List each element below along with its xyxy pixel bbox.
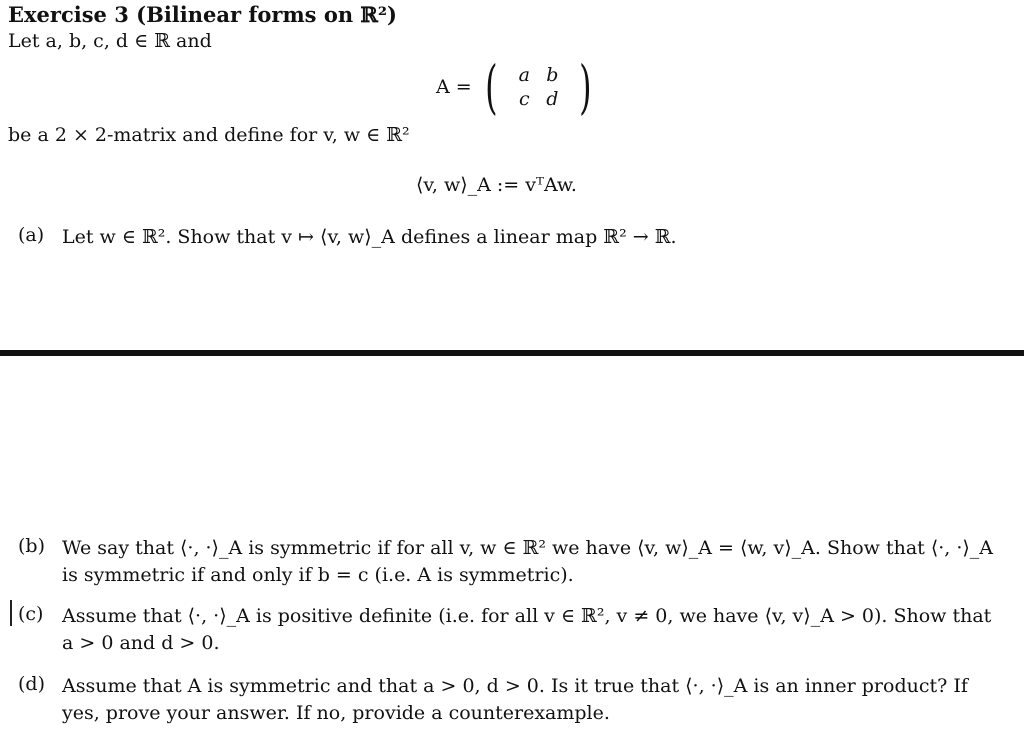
margin-mark: [10, 600, 12, 626]
matrix-lhs: A =: [436, 76, 472, 98]
matrix-equation: [436, 53, 597, 121]
matrix-entry-d: d: [546, 88, 559, 110]
matrix-entry-b: b: [546, 64, 559, 86]
part-b-text: We say that ⟨·, ·⟩_A is symmetric if for all v, w ∈ ℝ² we have ⟨v, w⟩_A = ⟨w, v⟩_A. Show that ⟨·, ·⟩_A is symmetric if and only if b = c (i.e. A is symmetric).: [62, 537, 994, 586]
intro-text: Let a, b, c, d ∈ ℝ and: [8, 30, 212, 52]
part-d: [18, 673, 998, 727]
matrix-right-paren: ): [579, 53, 592, 121]
part-c-label: (c): [18, 603, 44, 625]
part-a-text: Let w ∈ ℝ². Show that v ↦ ⟨v, w⟩_A defines a linear map ℝ² → ℝ.: [62, 226, 677, 248]
matrix-entry-c: c: [519, 88, 530, 110]
part-d-label: (d): [18, 673, 45, 695]
part-c-text: Assume that ⟨·, ·⟩_A is positive definite (i.e. for all v ∈ ℝ², v ≠ 0, we have ⟨v, v⟩_A > 0). Show that a > 0 and d > 0.: [62, 605, 992, 654]
exercise-title: Exercise 3 (Bilinear forms on ℝ²): [8, 2, 397, 27]
part-a: [18, 224, 998, 251]
part-b: [18, 535, 998, 589]
part-d-text: Assume that A is symmetric and that a > 0, d > 0. Is it true that ⟨·, ·⟩_A is an inner product? If yes, prove your answer. If no, provide a counterexample.: [62, 675, 968, 724]
part-c: [18, 603, 998, 657]
part-b-label: (b): [18, 535, 45, 557]
bilinear-form-definition: ⟨v, w⟩_A := vᵀAw.: [416, 174, 577, 196]
part-a-label: (a): [18, 224, 45, 246]
matrix-entry-a: a: [518, 64, 530, 86]
matrix-definition-text: be a 2 × 2-matrix and define for v, w ∈ ℝ²: [8, 124, 410, 146]
matrix-left-paren: (: [484, 53, 498, 121]
matrix-entries: [510, 64, 566, 110]
section-divider: [0, 350, 1024, 356]
